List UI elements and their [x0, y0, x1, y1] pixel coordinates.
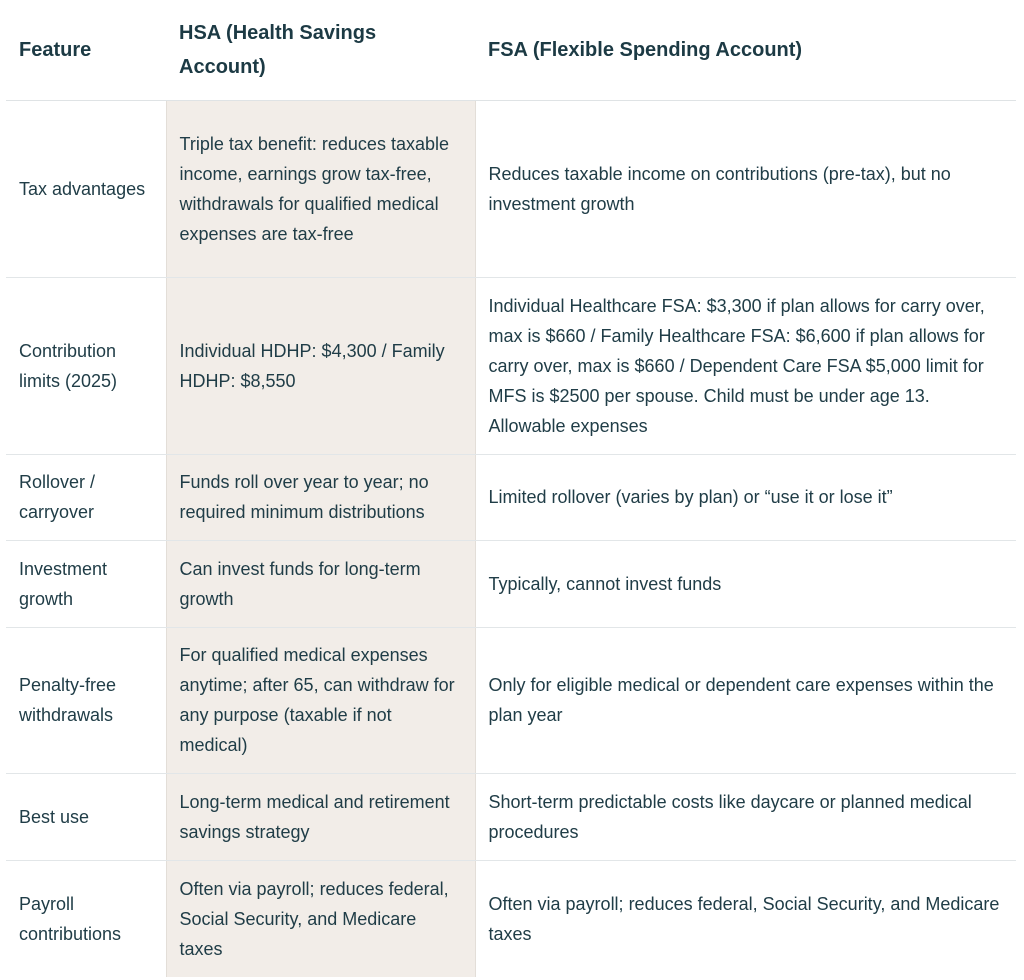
- hsa-cell: Triple tax benefit: reduces taxable income, earnings grow tax-free, withdrawals for qualified medical expenses are tax-free: [166, 100, 475, 277]
- table-row: [6, 860, 1016, 977]
- fsa-cell: Individual Healthcare FSA: $3,300 if plan allows for carry over, max is $660 / Family Healthcare FSA: $6,600 if plan allows for carry over, max is $660 / Dependent Care FSA $5,000 limit for MFS is $2500 per spouse. Child must be under age 13. Allowable expenses: [475, 277, 1016, 454]
- fsa-cell: Limited rollover (varies by plan) or “use it or lose it”: [475, 454, 1016, 540]
- hsa-cell: Can invest funds for long-term growth: [166, 540, 475, 627]
- feature-cell: Contribution limits (2025): [6, 277, 166, 454]
- hsa-cell: Often via payroll; reduces federal, Social Security, and Medicare taxes: [166, 860, 475, 977]
- hsa-cell: Long-term medical and retirement savings strategy: [166, 773, 475, 860]
- feature-cell: Rollover / carryover: [6, 454, 166, 540]
- hsa-cell: Funds roll over year to year; no required minimum distributions: [166, 454, 475, 540]
- header-row: [6, 0, 1016, 100]
- feature-cell: Best use: [6, 773, 166, 860]
- table-header: [6, 0, 1016, 100]
- table-row: [6, 100, 1016, 277]
- feature-cell: Investment growth: [6, 540, 166, 627]
- header-feature: Feature: [6, 0, 166, 100]
- feature-cell: Penalty-free withdrawals: [6, 627, 166, 773]
- fsa-cell: Only for eligible medical or dependent care expenses within the plan year: [475, 627, 1016, 773]
- table-row: [6, 277, 1016, 454]
- fsa-cell: Short-term predictable costs like daycare or planned medical procedures: [475, 773, 1016, 860]
- table-row: [6, 540, 1016, 627]
- hsa-fsa-comparison-table: [6, 0, 1016, 977]
- hsa-cell: For qualified medical expenses anytime; after 65, can withdraw for any purpose (taxable if not medical): [166, 627, 475, 773]
- table-row: [6, 773, 1016, 860]
- table-row: [6, 454, 1016, 540]
- feature-cell: Tax advantages: [6, 100, 166, 277]
- table-row: [6, 627, 1016, 773]
- hsa-cell: Individual HDHP: $4,300 / Family HDHP: $8,550: [166, 277, 475, 454]
- table-body: [6, 100, 1016, 977]
- fsa-cell: Reduces taxable income on contributions (pre-tax), but no investment growth: [475, 100, 1016, 277]
- header-fsa: FSA (Flexible Spending Account): [475, 0, 1016, 100]
- fsa-cell: Typically, cannot invest funds: [475, 540, 1016, 627]
- header-hsa: HSA (Health Savings Account): [166, 0, 475, 100]
- feature-cell: Payroll contributions: [19, 893, 122, 944]
- fsa-cell: Often via payroll; reduces federal, Social Security, and Medicare taxes: [488, 893, 1000, 944]
